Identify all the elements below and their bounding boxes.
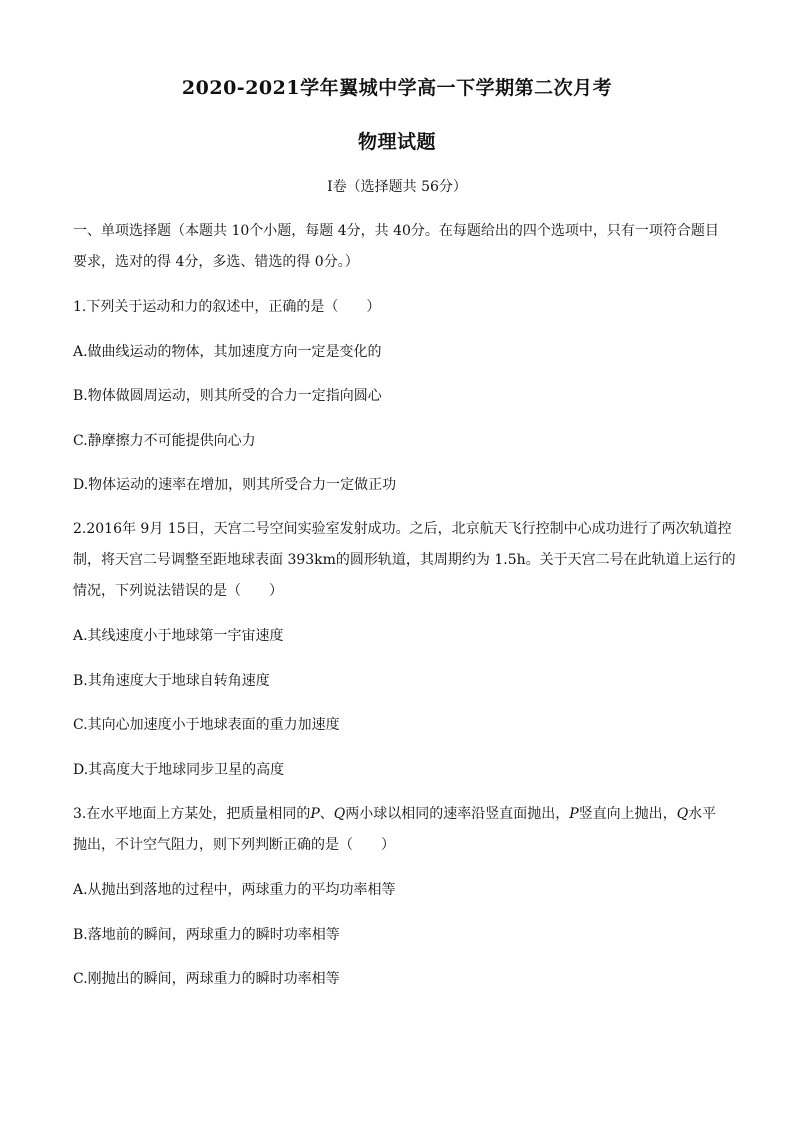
exam-title: 2020-2021学年翼城中学高一下学期第二次月考 [181,77,613,99]
question-1-option-b: B.物体做圆周运动，则其所受的合力一定指向圆心 [73,388,382,404]
question-2-option-b: B.其角速度大于地球自转角速度 [73,673,270,689]
section-instruction-line-2: 要求，选对的得 4分，多选、错选的得 0分。） [73,254,359,270]
q3-text-1: 3.在水平地面上方某处，把质量相同的 [73,806,311,822]
q3-var-p-2: P [569,806,579,822]
q3-var-q-2: Q [676,806,689,822]
question-1-option-a: A.做曲线运动的物体，其加速度方向一定是变化的 [73,344,382,360]
question-2-option-d: D.其高度大于地球同步卫星的高度 [73,762,285,778]
q3-text-3: 两小球以相同的速率沿竖直面抛出， [345,806,570,822]
q3-text-4: 竖直向上抛出， [578,806,677,822]
question-2-stem-line-2: 制，将天宫二号调整至距地球表面 393km的圆形轨道，其周期约为 1.5h。关于天宫二号在此轨道上运行的 [73,552,736,568]
question-3-stem-line-1 [73,803,733,825]
question-1-option-c: C.静摩擦力不可能提供向心力 [73,433,256,449]
q3-var-p: P [310,806,320,822]
question-2-option-a: A.其线速度小于地球第一宇宙速度 [73,628,284,644]
question-3-option-b: B.落地前的瞬间，两球重力的瞬时功率相等 [73,927,340,943]
q3-text-5: 水平 [688,806,717,822]
section-instruction-line-1: 一、单项选择题（本题共 10个小题，每题 4分，共 40分。在每题给出的四个选项中，只有一项符合题目 [73,223,719,239]
question-3-option-a: A.从抛出到落地的过程中，两球重力的平均功率相等 [73,882,396,898]
question-1-stem: 1.下列关于运动和力的叙述中，正确的是（ ） [73,299,381,315]
question-2-stem-line-1: 2.2016年 9月 15日，天宫二号空间实验室发射成功。之后，北京航天飞行控制中心成功进行了两次轨道控 [73,521,732,537]
question-3-stem-line-2: 抛出，不计空气阻力，则下列判断正确的是（ ） [73,837,395,853]
question-1-option-d: D.物体运动的速率在增加，则其所受合力一定做正功 [73,477,397,493]
question-2-stem-line-3: 情况，下列说法错误的是（ ） [73,583,283,599]
volume-note: Ⅰ卷（选择题共 56分） [327,179,467,195]
question-3-option-c: C.刚抛出的瞬间，两球重力的瞬时功率相等 [73,971,340,987]
q3-var-q: Q [333,806,346,822]
q3-text-2: 、 [319,806,334,822]
question-2-option-c: C.其向心加速度小于地球表面的重力加速度 [73,717,340,733]
exam-subject: 物理试题 [357,131,436,153]
